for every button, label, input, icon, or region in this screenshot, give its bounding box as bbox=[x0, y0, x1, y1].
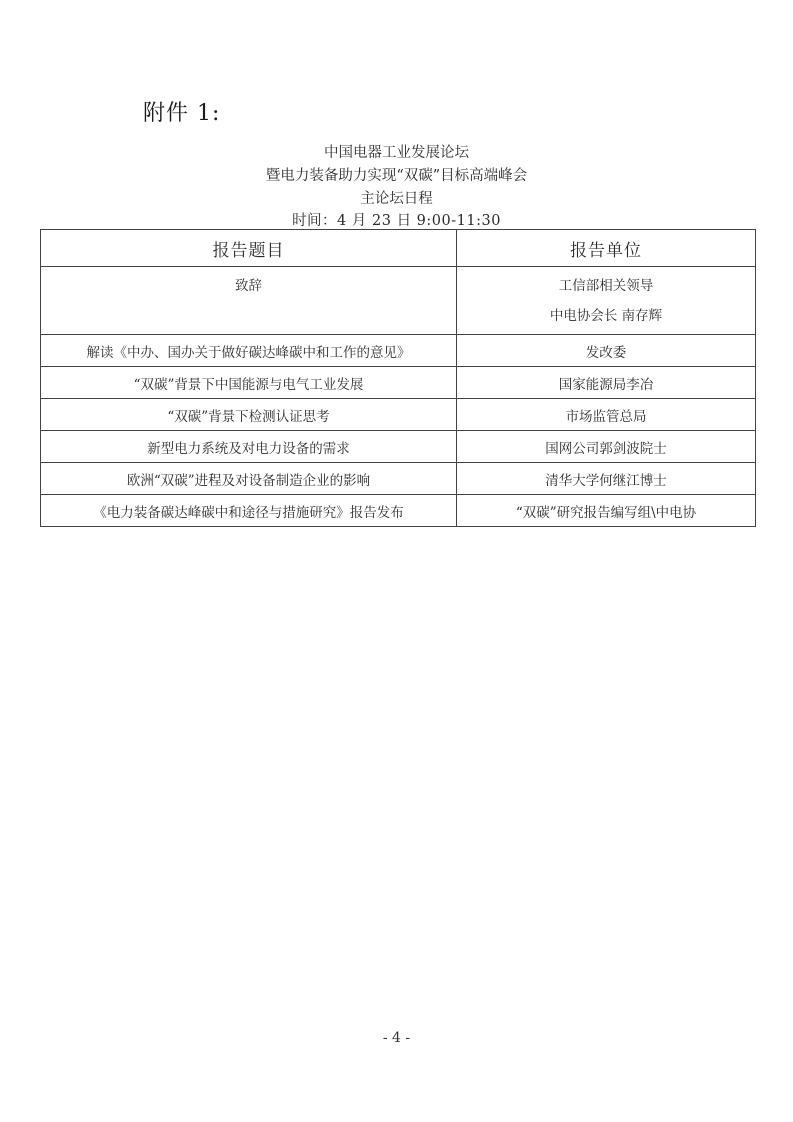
table-row bbox=[41, 335, 756, 367]
unit-cell: 清华大学何继江博士 bbox=[457, 463, 756, 495]
table-row bbox=[41, 431, 756, 463]
attachment-label: 附件 1: bbox=[143, 101, 221, 126]
document-heading bbox=[0, 142, 793, 231]
agenda-title: 主论坛日程 bbox=[360, 191, 433, 207]
header-unit: 报告单位 bbox=[457, 230, 756, 267]
table-row bbox=[41, 495, 756, 527]
agenda-time: 时间：4 月 23 日 9:00-11:30 bbox=[292, 213, 501, 229]
page-number: - 4 - bbox=[382, 1030, 411, 1046]
forum-title: 中国电器工业发展论坛 bbox=[324, 145, 469, 161]
header-topic: 报告题目 bbox=[41, 230, 457, 267]
unit-cell: 市场监管总局 bbox=[457, 399, 756, 431]
unit-line: 工信部相关领导 bbox=[558, 277, 654, 294]
topic-cell: 新型电力系统及对电力设备的需求 bbox=[41, 431, 457, 463]
table-header-row bbox=[41, 230, 756, 267]
topic-cell: 致辞 bbox=[41, 267, 457, 335]
table-row bbox=[41, 267, 756, 335]
table-row bbox=[41, 399, 756, 431]
summit-title: 暨电力装备助力实现“双碳”目标高端峰会 bbox=[265, 168, 528, 184]
topic-cell: “双碳”背景下中国能源与电气工业发展 bbox=[41, 367, 457, 399]
unit-cell bbox=[457, 267, 756, 335]
unit-cell: “双碳”研究报告编写组\中电协 bbox=[457, 495, 756, 527]
topic-cell: “双碳”背景下检测认证思考 bbox=[41, 399, 457, 431]
unit-cell: 国家能源局李冶 bbox=[457, 367, 756, 399]
table-row bbox=[41, 367, 756, 399]
agenda-table bbox=[40, 229, 756, 527]
topic-cell: 解读《中办、国办关于做好碳达峰碳中和工作的意见》 bbox=[41, 335, 457, 367]
table-row bbox=[41, 463, 756, 495]
topic-cell: 《电力装备碳达峰碳中和途径与措施研究》报告发布 bbox=[41, 495, 457, 527]
unit-cell: 国网公司郭剑波院士 bbox=[457, 431, 756, 463]
unit-cell: 发改委 bbox=[457, 335, 756, 367]
topic-cell: 欧洲“双碳”进程及对设备制造企业的影响 bbox=[41, 463, 457, 495]
unit-line: 中电协会长 南存辉 bbox=[549, 307, 663, 324]
